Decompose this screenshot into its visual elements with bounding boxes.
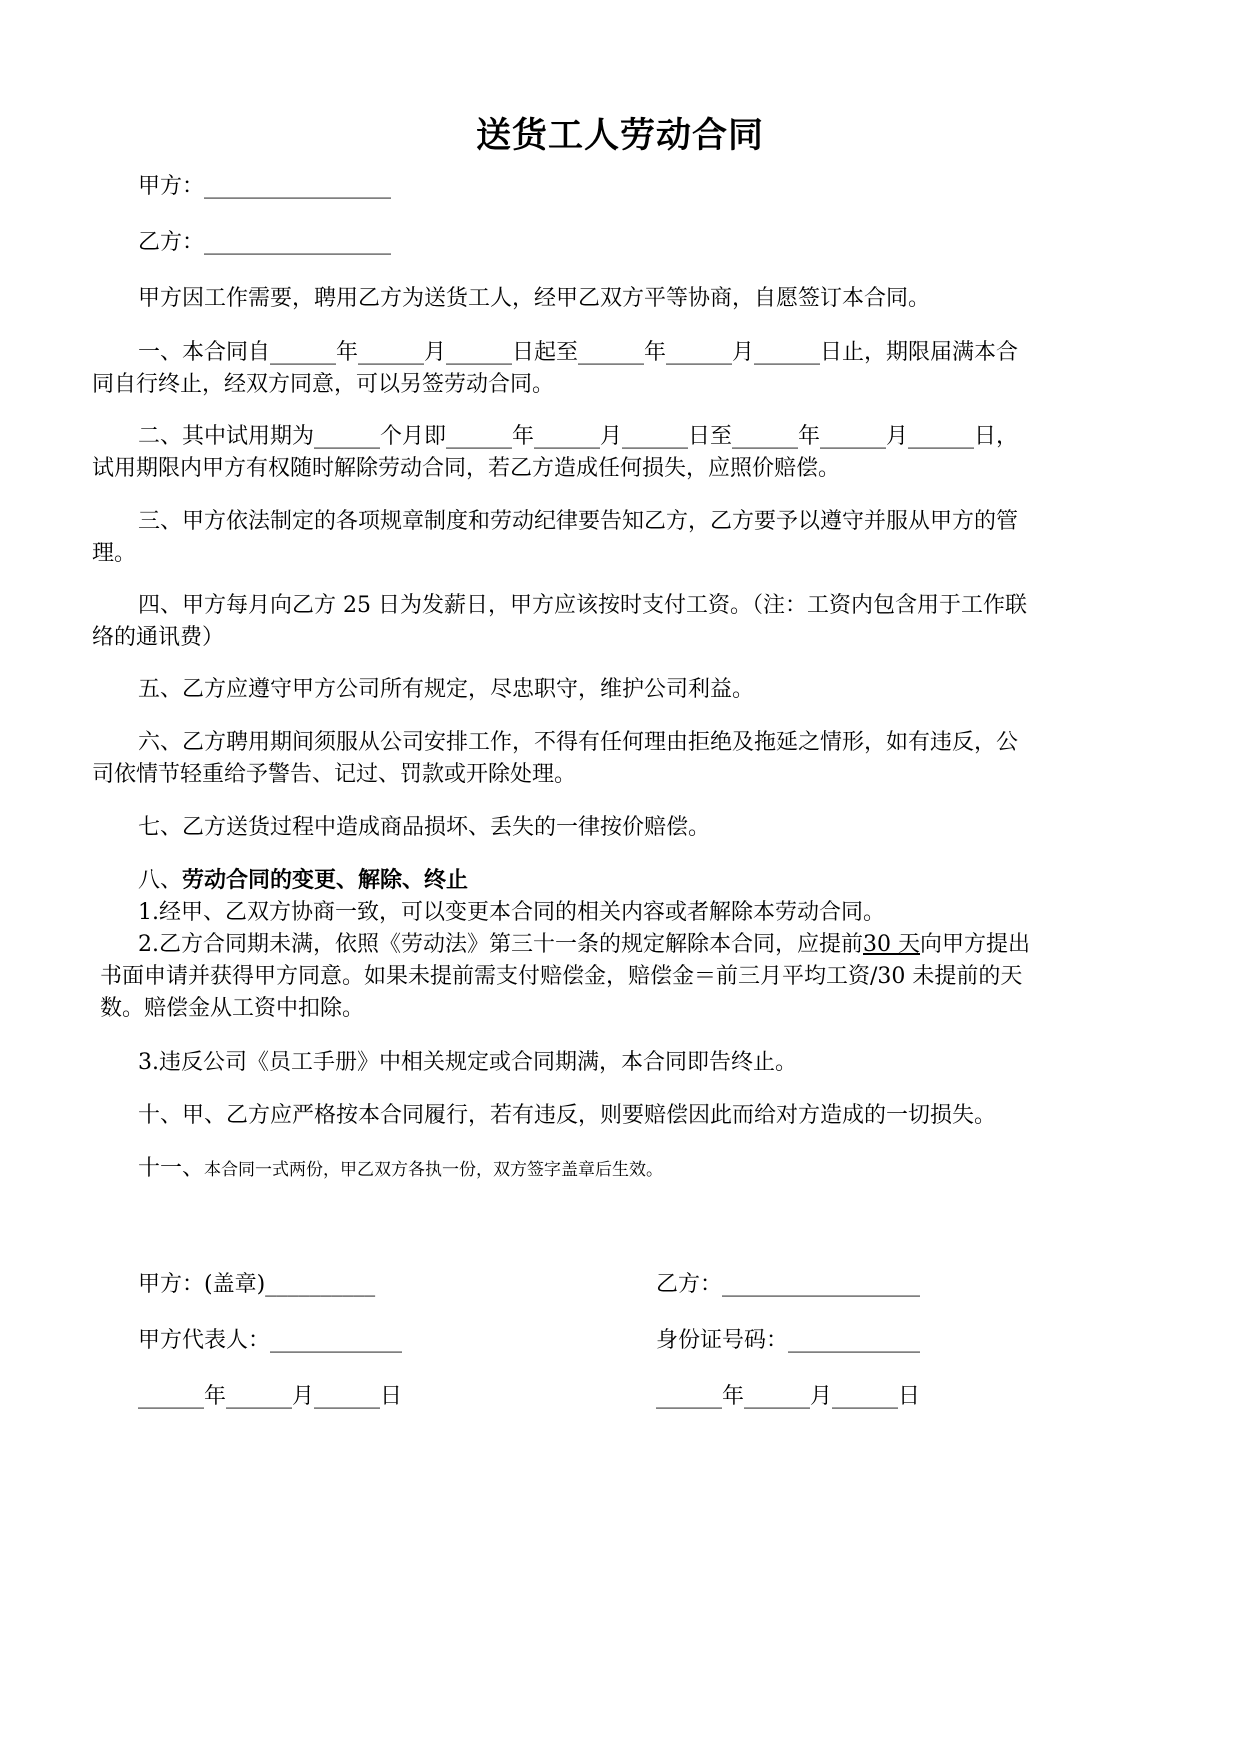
- clause-4-line-2: 络的通讯费）: [92, 625, 225, 650]
- clause-11-number: 十一、: [138, 1156, 205, 1181]
- clause-8-number: 八、: [138, 868, 183, 893]
- clause-8-heading: [92, 864, 1152, 898]
- clause-10: 十、甲、乙方应严格按本合同履行，若有违反，则要赔偿因此而给对方造成的一切损失。: [138, 1103, 997, 1128]
- clause-8-item-3: 3.违反公司《员工手册》中相关规定或合同期满，本合同即告终止。: [138, 1050, 797, 1075]
- party-a-date-field: ______年______月______日: [138, 1384, 403, 1409]
- clause-6-line-2: 司依情节轻重给予警告、记过、罚款或开除处理。: [92, 762, 577, 787]
- party-b-line: 乙方：_________________: [138, 230, 392, 255]
- clause-8-item-2-line-3: 数。赔偿金从工资中扣除。: [100, 996, 365, 1021]
- notice-period: 30 天: [863, 932, 920, 957]
- page-title: 送货工人劳动合同: [475, 116, 764, 156]
- clause-8-title: 劳动合同的变更、解除、终止: [182, 868, 469, 893]
- party-a-seal-field: 甲方：(盖章)__________: [138, 1272, 376, 1297]
- party-a-representative-field: 甲方代表人：____________: [138, 1328, 403, 1353]
- clause-11-text: 本合同一式两份，甲乙双方各执一份，双方签字盖章后生效。: [204, 1160, 664, 1180]
- party-b-signature-field: 乙方：__________________: [656, 1272, 921, 1297]
- clause-3-line-2: 理。: [92, 541, 137, 566]
- party-b-id-number-field: 身份证号码：____________: [656, 1328, 921, 1353]
- clause-8-item-2-text-end: 向甲方提出: [920, 932, 1031, 957]
- clause-8-item-2-text: 2.乙方合同期未满，依照《劳动法》第三十一条的规定解除本合同，应提前: [138, 932, 863, 957]
- clause-2-line-2: 试用期限内甲方有权随时解除劳动合同，若乙方造成任何损失，应照价赔偿。: [92, 456, 841, 481]
- clause-5: 五、乙方应遵守甲方公司所有规定，尽忠职守，维护公司利益。: [138, 677, 755, 702]
- clause-1-line-1: 一、本合同自______年______月______日起至______年______月______日止，期限届满本合: [138, 340, 1019, 365]
- clause-8-item-2-line-2: 书面申请并获得甲方同意。如果未提前需支付赔偿金，赔偿金＝前三月平均工资/30 未提前的天: [100, 964, 1023, 989]
- clause-3-line-1: 三、甲方依法制定的各项规章制度和劳动纪律要告知乙方，乙方要予以遵守并服从甲方的管: [138, 509, 1019, 534]
- clause-4-line-1: 四、甲方每月向乙方 25 日为发薪日，甲方应该按时支付工资。（注：工资内包含用于工作联: [138, 593, 1027, 618]
- clause-11: [92, 1152, 1152, 1187]
- party-b-date-field: ______年______月______日: [656, 1384, 921, 1409]
- clause-8-item-1: 1.经甲、乙双方协商一致，可以变更本合同的相关内容或者解除本劳动合同。: [138, 900, 885, 925]
- clause-8-item-2-line-1: [92, 928, 1152, 962]
- intro-paragraph: 甲方因工作需要，聘用乙方为送货工人，经甲乙双方平等协商，自愿签订本合同。: [138, 286, 931, 311]
- clause-6-line-1: 六、乙方聘用期间须服从公司安排工作，不得有任何理由拒绝及拖延之情形，如有违反，公: [138, 730, 1019, 755]
- clause-7: 七、乙方送货过程中造成商品损坏、丢失的一律按价赔偿。: [138, 815, 711, 840]
- party-a-line: 甲方：_________________: [138, 174, 392, 199]
- clause-2-line-1: 二、其中试用期为______个月即______年______月______日至______年______月______日，: [138, 424, 1019, 449]
- clause-1-line-2: 同自行终止，经双方同意，可以另签劳动合同。: [92, 372, 555, 397]
